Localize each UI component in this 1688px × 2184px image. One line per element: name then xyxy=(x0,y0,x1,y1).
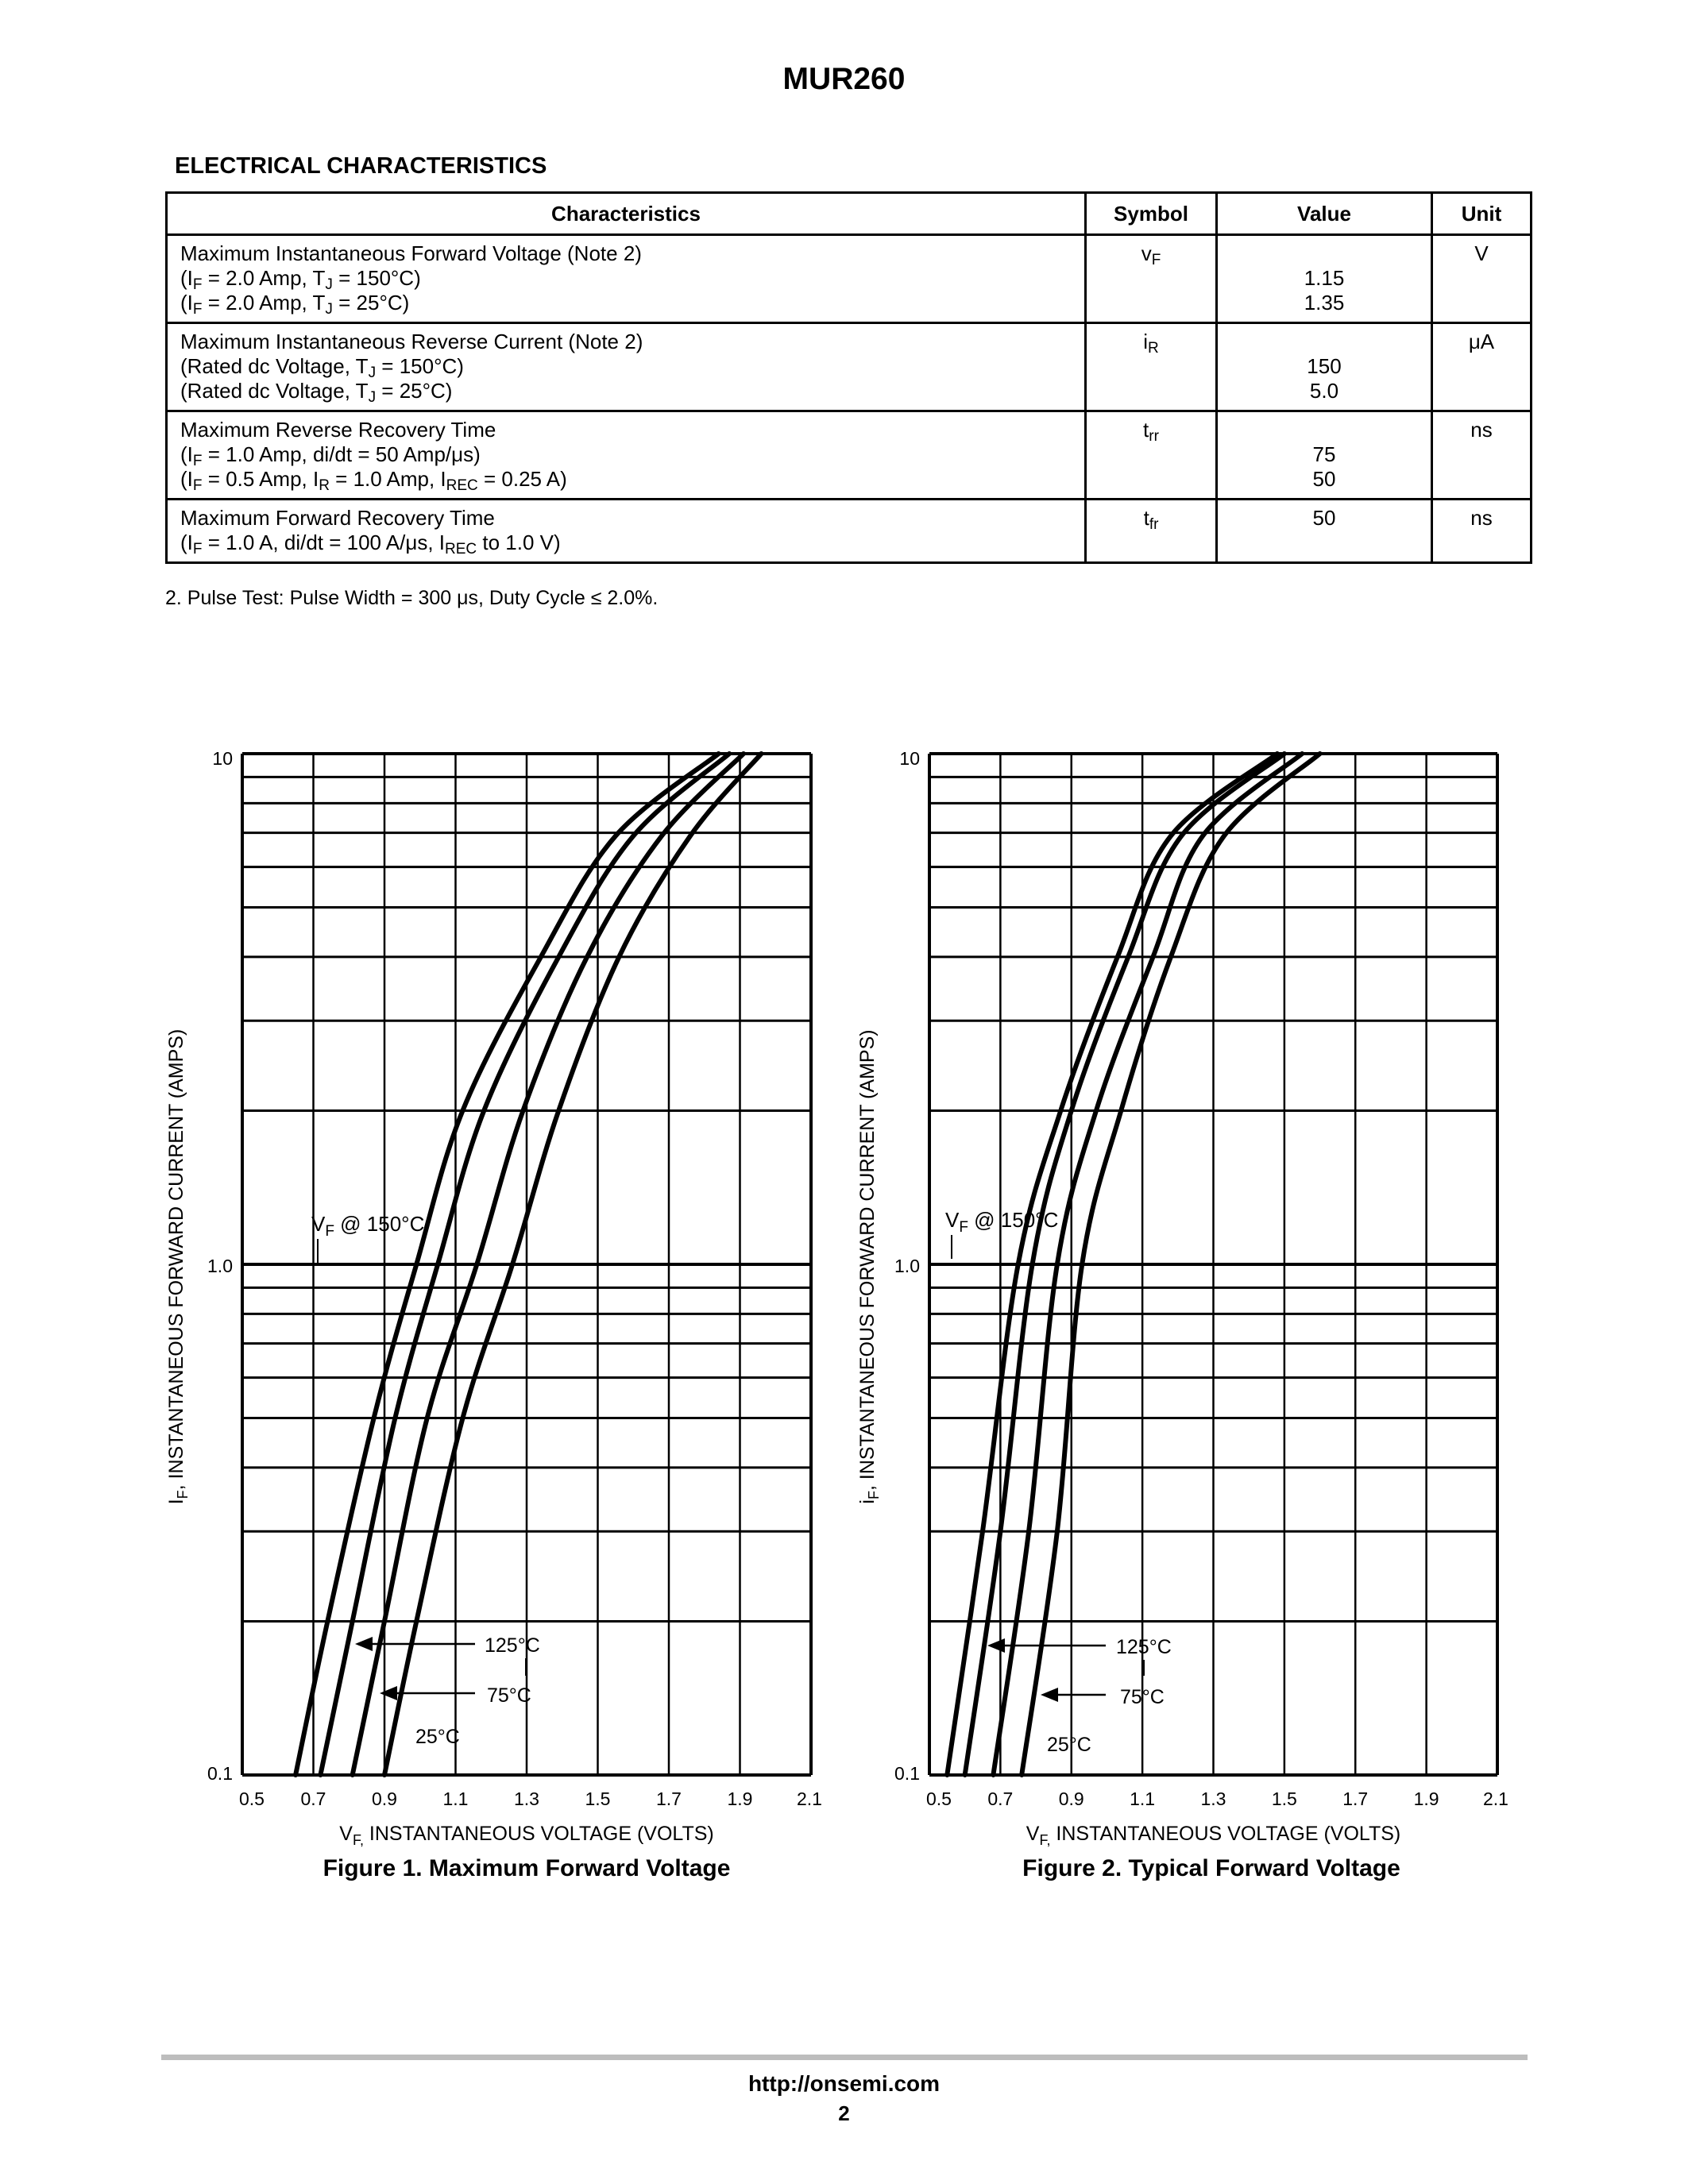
y-tick-label: 1.0 xyxy=(894,1256,920,1276)
x-tick-label: 0.5 xyxy=(239,1788,265,1809)
x-tick-label: 0.5 xyxy=(926,1788,952,1809)
symbol-cell xyxy=(1086,500,1217,563)
characteristic-cell xyxy=(167,323,1086,411)
table-row xyxy=(167,323,1532,411)
value: 5.0 xyxy=(1309,379,1339,403)
x-tick-label: 0.9 xyxy=(1058,1788,1084,1809)
condition-line: (Rated dc Voltage, $T_J = 150^\circ C$) xyxy=(180,354,464,381)
unit-cell: ns xyxy=(1432,411,1532,500)
x-tick-label: 0.7 xyxy=(300,1788,326,1809)
unit-cell: V xyxy=(1432,235,1532,323)
value-cell xyxy=(1217,323,1432,411)
condition-line: ($I_F = 0.5$ Amp, $I_R = 1.0$ Amp, $I_{REC} = 0.25$ A) xyxy=(180,467,567,494)
symbol: t xyxy=(1143,418,1149,442)
symbol-subscript: R xyxy=(1148,340,1159,357)
figure-caption: Figure 1. Maximum Forward Voltage xyxy=(323,1855,731,1881)
header-symbol: Symbol xyxy=(1086,193,1217,235)
value-cell xyxy=(1217,411,1432,500)
characteristic-title: Maximum Reverse Recovery Time xyxy=(180,418,496,442)
x-axis-title: $V_{F,}$ INSTANTANEOUS VOLTAGE (VOLTS) xyxy=(1026,1823,1401,1848)
figure-2-chart xyxy=(0,731,1688,1906)
footer-url: http://onsemi.com xyxy=(747,2071,941,2096)
symbol-subscript: rr xyxy=(1149,428,1159,445)
arrow-head xyxy=(1041,1688,1058,1702)
condition-line: ($I_F = 2.0$ Amp, $T_J = 150^\circ C$) xyxy=(180,266,421,293)
temp-label-125c: 125°C xyxy=(485,1634,540,1657)
x-tick-label: 1.5 xyxy=(1271,1788,1297,1809)
symbol: i xyxy=(1143,330,1149,353)
unit-cell: ns xyxy=(1432,500,1532,563)
condition-line: ($I_F = 1.0$ Amp, di/dt = 50 Amp/μs) xyxy=(180,442,481,469)
temp-label-25c: 25°C xyxy=(1047,1734,1091,1756)
y-tick-label: 0.1 xyxy=(894,1763,920,1784)
figure-caption: Figure 2. Typical Forward Voltage xyxy=(1022,1855,1400,1881)
vf-150c-label: $V_F$ @ 150°C xyxy=(945,1208,1059,1236)
y-axis-title: $i_F$, INSTANTANEOUS FORWARD CURRENT (AMPS) xyxy=(856,1029,882,1504)
characteristic-cell xyxy=(167,500,1086,563)
symbol-subscript: F xyxy=(1151,252,1161,268)
condition-line: ($I_F = 1.0$ A, di/dt = 100 A/μs, $I_{REC}$ to 1.0 V) xyxy=(180,531,561,558)
header-value: Value xyxy=(1217,193,1432,235)
characteristic-cell xyxy=(167,235,1086,323)
temp-label-125c: 125°C xyxy=(1116,1636,1172,1658)
x-tick-label: 1.9 xyxy=(727,1788,753,1809)
x-tick-label: 1.3 xyxy=(514,1788,539,1809)
page-number: 2 xyxy=(838,2101,850,2125)
document-title: MUR260 xyxy=(782,62,906,96)
section-title: ELECTRICAL CHARACTERISTICS xyxy=(175,153,547,179)
arrow-head xyxy=(987,1638,1005,1653)
temp-label-75c: 75°C xyxy=(1120,1686,1165,1708)
symbol: t xyxy=(1143,506,1149,530)
table-header-row xyxy=(167,193,1532,235)
symbol-cell xyxy=(1086,235,1217,323)
x-tick-label: 1.7 xyxy=(1342,1788,1369,1809)
temp-label-75c: 75°C xyxy=(487,1684,531,1707)
x-tick-label: 1.1 xyxy=(1130,1788,1156,1809)
condition-line: (Rated dc Voltage, $T_J = 25^\circ C$) xyxy=(180,379,453,406)
y-axis-title: $I_F$, INSTANTANEOUS FORWARD CURRENT (AMPS) xyxy=(165,1028,191,1505)
header-characteristics: Characteristics xyxy=(167,193,1086,235)
header-unit: Unit xyxy=(1432,193,1532,235)
value-cell xyxy=(1217,500,1432,563)
value: 50 xyxy=(1312,467,1336,491)
vf-150c-label: $V_F$ @ 150°C xyxy=(311,1212,425,1240)
symbol-subscript: fr xyxy=(1149,516,1159,533)
characteristic-title: Maximum Forward Recovery Time xyxy=(180,506,495,530)
symbol-cell xyxy=(1086,411,1217,500)
x-tick-label: 0.7 xyxy=(987,1788,1014,1809)
electrical-characteristics-table xyxy=(165,191,1532,564)
value: 1.35 xyxy=(1304,291,1345,314)
value: 150 xyxy=(1307,354,1342,378)
value-cell xyxy=(1217,235,1432,323)
x-tick-label: 1.9 xyxy=(1413,1788,1439,1809)
condition-line: ($I_F = 2.0$ Amp, $T_J = 25^\circ C$) xyxy=(180,291,410,318)
footer-divider xyxy=(161,2055,1528,2060)
x-tick-label: 2.1 xyxy=(797,1788,822,1809)
value: 50 xyxy=(1312,506,1336,530)
y-tick-label: 10 xyxy=(212,748,233,769)
characteristic-title: Maximum Instantaneous Reverse Current (Note 2) xyxy=(180,330,643,353)
x-tick-label: 1.7 xyxy=(656,1788,682,1809)
symbol-cell xyxy=(1086,323,1217,411)
x-tick-label: 0.9 xyxy=(372,1788,397,1809)
y-tick-label: 10 xyxy=(899,748,920,769)
characteristic-title: Maximum Instantaneous Forward Voltage (Note 2) xyxy=(180,241,642,265)
x-tick-label: 2.1 xyxy=(1483,1788,1508,1809)
table-row xyxy=(167,235,1532,323)
value: 1.15 xyxy=(1304,266,1345,290)
x-tick-label: 1.3 xyxy=(1200,1788,1226,1809)
value: 75 xyxy=(1312,442,1336,466)
y-tick-label: 0.1 xyxy=(207,1763,233,1784)
footnote: 2. Pulse Test: Pulse Width = 300 μs, Duty Cycle ≤ 2.0%. xyxy=(165,587,659,609)
x-axis-title: $V_{F,}$ INSTANTANEOUS VOLTAGE (VOLTS) xyxy=(339,1823,714,1848)
symbol: v xyxy=(1141,241,1152,265)
unit-cell: μA xyxy=(1432,323,1532,411)
table-row xyxy=(167,500,1532,563)
characteristic-cell xyxy=(167,411,1086,500)
temp-label-25c: 25°C xyxy=(415,1726,460,1748)
table-row xyxy=(167,411,1532,500)
x-tick-label: 1.5 xyxy=(585,1788,611,1809)
y-tick-label: 1.0 xyxy=(207,1256,233,1276)
x-tick-label: 1.1 xyxy=(442,1788,469,1809)
